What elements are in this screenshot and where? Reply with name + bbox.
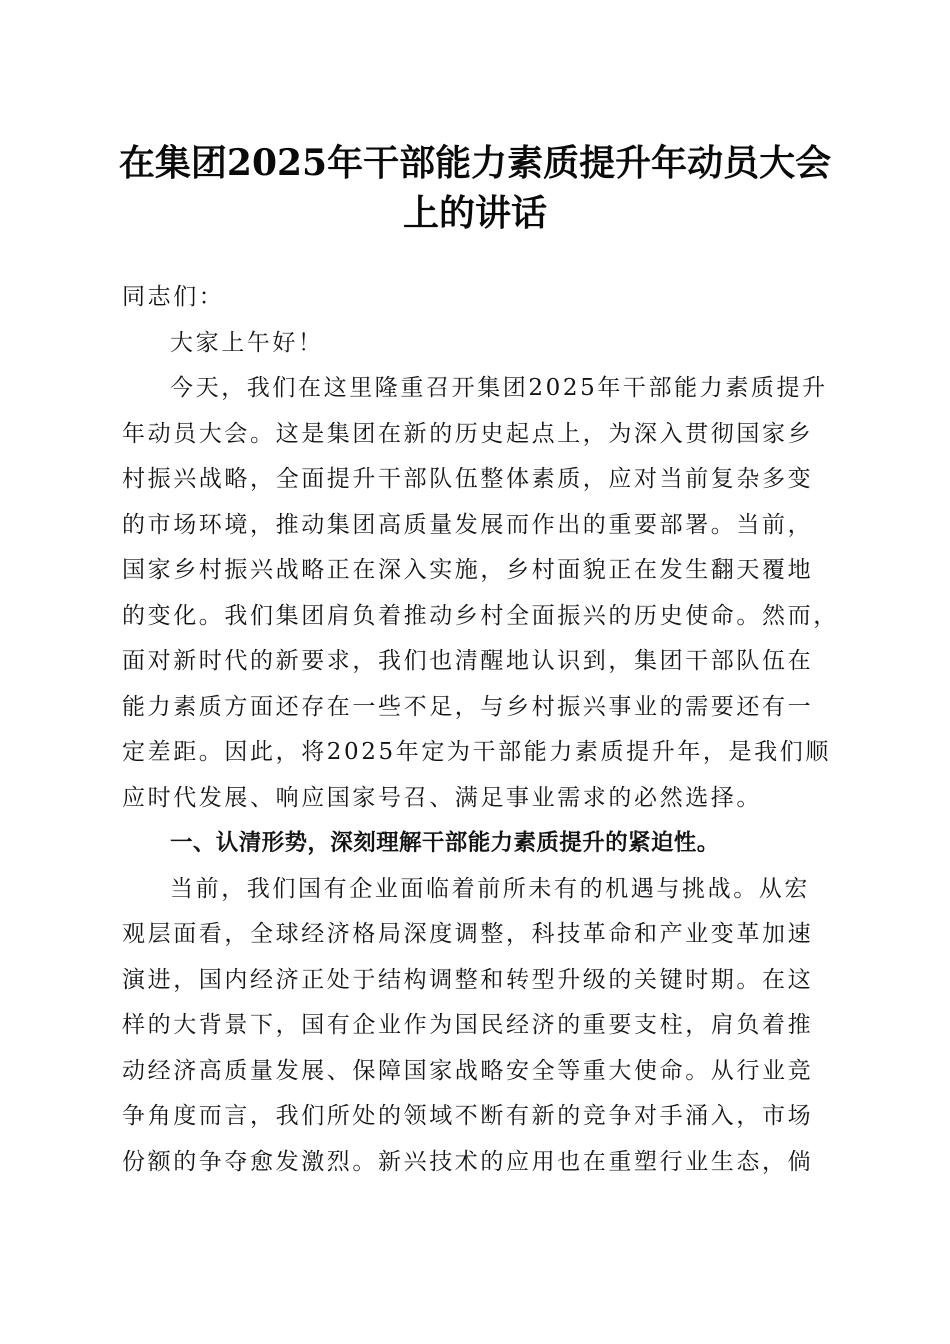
title-line-2: 上的讲话	[402, 192, 547, 234]
paragraph-line: 观层面看，全球经济格局深度调整，科技革命和产业变革加速	[122, 921, 814, 947]
paragraph-line: 面对新时代的新要求，我们也清醒地认识到，集团干部队伍在	[122, 648, 814, 674]
paragraph-line: 的变化。我们集团肩负着推动乡村全面振兴的历史使命。然而，	[122, 602, 839, 629]
paragraph-line: 样的大背景下，国有企业作为国民经济的重要支柱，肩负着推	[122, 1012, 814, 1038]
paragraph-line: 今天，我们在这里隆重召开集团2025年干部能力素质提升	[170, 375, 828, 401]
title-line-1: 在集团2025年干部能力素质提升年动员大会	[118, 142, 832, 184]
paragraph-line: 应时代发展、响应国家号召、满足事业需求的必然选择。	[122, 784, 762, 811]
greeting: 大家上午好！	[170, 329, 324, 356]
paragraph-line: 份额的争夺愈发激烈。新兴技术的应用也在重塑行业生态，倘	[122, 1148, 814, 1175]
paragraph-line: 村振兴战略，全面提升干部队伍整体素质，应对当前复杂多变	[122, 466, 814, 492]
speech-body	[122, 275, 837, 1185]
paragraph-line: 能力素质方面还存在一些不足，与乡村振兴事业的需要还有一	[122, 693, 814, 720]
paragraph-line: 定差距。因此，将2025年定为干部能力素质提升年，是我们顺	[122, 739, 831, 765]
section-heading: 一、认清形势，深刻理解干部能力素质提升的紧迫性。	[170, 830, 720, 856]
page-title	[100, 138, 850, 238]
paragraph-line: 演进，国内经济正处于结构调整和转型升级的关键时期。在这	[122, 966, 814, 993]
salutation: 同志们：	[122, 284, 225, 310]
paragraph-line: 争角度而言，我们所处的领域不断有新的竞争对手涌入，市场	[122, 1103, 814, 1129]
paragraph-line: 国家乡村振兴战略正在深入实施，乡村面貌正在发生翻天覆地	[122, 557, 814, 583]
paragraph-line: 当前，我们国有企业面临着前所未有的机遇与挑战。从宏	[170, 875, 810, 902]
paragraph-line: 动经济高质量发展、保障国家战略安全等重大使命。从行业竞	[122, 1057, 814, 1084]
paragraph-line: 年动员大会。这是集团在新的历史起点上，为深入贯彻国家乡	[122, 420, 814, 447]
paragraph-line: 的市场环境，推动集团高质量发展而作出的重要部署。当前，	[122, 511, 814, 538]
